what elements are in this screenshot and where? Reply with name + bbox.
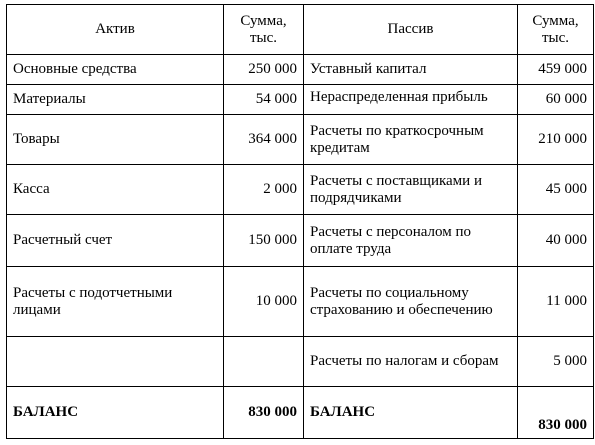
table-total-row [7,387,594,439]
asset-name: Касса [7,165,224,215]
asset-sum: 10 000 [224,267,304,337]
asset-total-label: БАЛАНС [7,387,224,439]
asset-name: Материалы [7,85,224,115]
liability-sum-header: Сумма, тыс. [518,5,594,55]
asset-name: Товары [7,115,224,165]
asset-sum [224,337,304,387]
table-row [7,165,594,215]
table-header-row [7,5,594,55]
table-row [7,337,594,387]
liability-sum: 210 000 [518,115,594,165]
liability-name-text: Нераспределенная прибыль [310,89,488,105]
liability-total-label: БАЛАНС [304,387,518,439]
liability-total-sum: 830 000 [518,387,594,439]
liability-sum: 11 000 [518,267,594,337]
asset-sum: 54 000 [224,85,304,115]
asset-name [7,337,224,387]
table-row [7,85,594,115]
asset-sum: 364 000 [224,115,304,165]
asset-sum: 2 000 [224,165,304,215]
liability-name: Расчеты с персоналом по оплате труда [304,215,518,267]
liability-sum: 459 000 [518,55,594,85]
table-row [7,267,594,337]
asset-name: Основные средства [7,55,224,85]
table-row [7,115,594,165]
balance-sheet-table [6,4,594,439]
liability-sum: 40 000 [518,215,594,267]
asset-sum: 250 000 [224,55,304,85]
liability-name [304,85,518,115]
asset-name: Расчеты с подотчетными лицами [7,267,224,337]
asset-sum: 150 000 [224,215,304,267]
liability-sum: 5 000 [518,337,594,387]
table-row [7,215,594,267]
liability-name: Расчеты с поставщиками и подрядчиками [304,165,518,215]
table-row [7,55,594,85]
asset-total-sum: 830 000 [224,387,304,439]
asset-sum-header: Сумма, тыс. [224,5,304,55]
liability-sum: 60 000 [518,85,594,115]
liability-sum: 45 000 [518,165,594,215]
liability-name: Уставный капитал [304,55,518,85]
asset-header: Актив [7,5,224,55]
liability-header: Пассив [304,5,518,55]
asset-name: Расчетный счет [7,215,224,267]
liability-name: Расчеты по налогам и сборам [304,337,518,387]
liability-name: Расчеты по краткосрочным кредитам [304,115,518,165]
liability-name: Расчеты по социальному страхованию и обеспечению [304,267,518,337]
